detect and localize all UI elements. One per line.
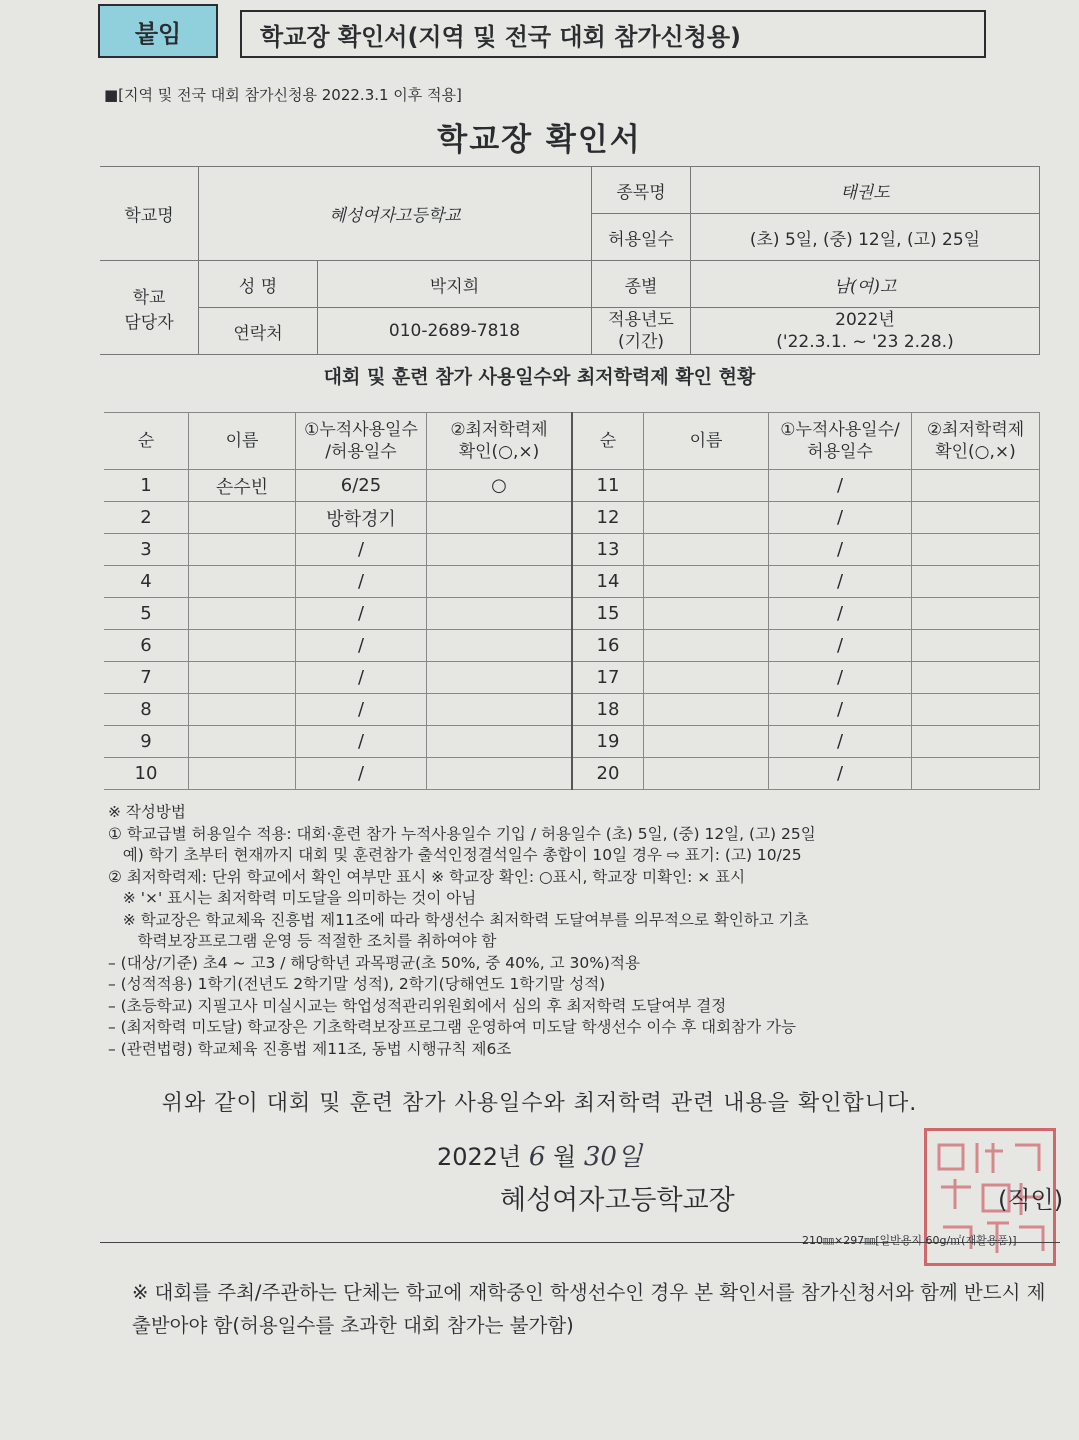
student-name bbox=[644, 662, 769, 694]
note-line: – (최저학력 미도달) 학교장은 기초학력보장프로그램 운영하여 미도달 학생선수 이수 후 대회참가 가능 bbox=[108, 1018, 796, 1036]
student-name bbox=[644, 726, 769, 758]
academic-check bbox=[427, 598, 573, 630]
col-no: 순 bbox=[104, 413, 189, 470]
academic-check bbox=[427, 566, 573, 598]
academic-check bbox=[912, 502, 1040, 534]
note-line: 학력보장프로그램 운영 등 적절한 조치를 취하여야 함 bbox=[108, 932, 497, 950]
student-name bbox=[189, 726, 296, 758]
academic-check bbox=[427, 694, 573, 726]
row-number: 17 bbox=[572, 662, 644, 694]
row-number: 12 bbox=[572, 502, 644, 534]
academic-check: ○ bbox=[427, 470, 573, 502]
table-row bbox=[104, 758, 1040, 790]
table-row bbox=[104, 502, 1040, 534]
date-day: 30일 bbox=[583, 1142, 643, 1172]
date-year: 2022년 bbox=[436, 1143, 522, 1171]
used-days: / bbox=[769, 662, 912, 694]
col-check: ②최저학력제 확인(○,×) bbox=[427, 413, 573, 470]
subtitle: ■[지역 및 전국 대회 참가신청용 2022.3.1 이후 적용] bbox=[104, 86, 462, 104]
type-label: 종별 bbox=[592, 261, 691, 308]
used-days: / bbox=[296, 662, 427, 694]
academic-check bbox=[912, 598, 1040, 630]
student-name bbox=[189, 758, 296, 790]
note-line: ※ 작성방법 bbox=[108, 803, 186, 821]
note-line: – (대상/기준) 초4 ~ 고3 / 해당학년 과목평균(초 50%, 중 40%, 고 30%)적용 bbox=[108, 953, 640, 972]
table-row bbox=[104, 470, 1040, 502]
academic-check bbox=[427, 534, 573, 566]
note-line: ① 학교급별 허용일수 적용: 대회·훈련 참가 누적사용일수 기입 / 허용일수 (초) 5일, (중) 12일, (고) 25일 bbox=[108, 824, 816, 843]
table-row bbox=[104, 566, 1040, 598]
col-check-2: ②최저학력제 확인(○,×) bbox=[912, 413, 1040, 470]
note-line: ② 최저학력제: 단위 학교에서 확인 여부만 표시 ※ 학교장 확인: ○표시, 학교장 미확인: × 표시 bbox=[108, 867, 746, 886]
row-number: 6 bbox=[104, 630, 189, 662]
used-days: / bbox=[769, 694, 912, 726]
name-value: 박지희 bbox=[318, 261, 592, 308]
table-row bbox=[104, 534, 1040, 566]
seal-label: (직인) bbox=[998, 1186, 1064, 1214]
student-name bbox=[644, 470, 769, 502]
note-line: – (관련법령) 학교체육 진흥법 제11조, 동법 시행규칙 제6조 bbox=[108, 1039, 512, 1058]
row-number: 16 bbox=[572, 630, 644, 662]
row-number: 14 bbox=[572, 566, 644, 598]
used-days: / bbox=[296, 758, 427, 790]
manager-label: 학교 담당자 bbox=[100, 261, 199, 355]
student-name bbox=[644, 566, 769, 598]
used-days: / bbox=[769, 726, 912, 758]
row-number: 4 bbox=[104, 566, 189, 598]
used-days: / bbox=[296, 598, 427, 630]
sport-label: 종목명 bbox=[592, 167, 691, 214]
table-row bbox=[104, 630, 1040, 662]
col-name-2: 이름 bbox=[644, 413, 769, 470]
academic-check bbox=[912, 694, 1040, 726]
academic-check bbox=[427, 502, 573, 534]
academic-check bbox=[427, 662, 573, 694]
student-name bbox=[644, 502, 769, 534]
student-name bbox=[644, 758, 769, 790]
col-days-2: ①누적사용일수/ 허용일수 bbox=[769, 413, 912, 470]
writing-notes bbox=[108, 802, 1058, 1060]
student-name bbox=[644, 534, 769, 566]
principal-signer: 혜성여자고등학교장 bbox=[500, 1185, 735, 1216]
used-days: / bbox=[769, 502, 912, 534]
date-month-unit: 월 bbox=[553, 1143, 577, 1171]
participation-table bbox=[104, 412, 1040, 790]
date-line bbox=[0, 1136, 1079, 1173]
contact-label: 연락처 bbox=[199, 308, 318, 355]
type-value: 남(여)고 bbox=[691, 261, 1040, 308]
table-row bbox=[104, 598, 1040, 630]
used-days: / bbox=[769, 758, 912, 790]
academic-check bbox=[912, 758, 1040, 790]
student-name bbox=[644, 630, 769, 662]
used-days: / bbox=[769, 598, 912, 630]
student-name bbox=[189, 534, 296, 566]
sport-value: 태권도 bbox=[691, 167, 1040, 214]
row-number: 20 bbox=[572, 758, 644, 790]
used-days: 방학경기 bbox=[296, 502, 427, 534]
year-value: 2022년 bbox=[835, 310, 895, 330]
student-name bbox=[189, 630, 296, 662]
date-month: 6 bbox=[528, 1142, 546, 1172]
row-number: 8 bbox=[104, 694, 189, 726]
row-number: 3 bbox=[104, 534, 189, 566]
section-title: 대회 및 훈련 참가 사용일수와 최저학력제 확인 현황 bbox=[323, 366, 756, 388]
used-days: / bbox=[296, 726, 427, 758]
academic-check bbox=[912, 630, 1040, 662]
table-row bbox=[104, 694, 1040, 726]
year-label: 적용년도 (기간) bbox=[592, 308, 691, 355]
note-line: ※ '×' 표시는 최저학력 미도달을 의미하는 것이 아님 bbox=[108, 889, 477, 907]
used-days: / bbox=[296, 630, 427, 662]
row-number: 2 bbox=[104, 502, 189, 534]
document-title: 학교장 확인서 bbox=[437, 122, 642, 158]
student-name bbox=[644, 694, 769, 726]
academic-check bbox=[912, 470, 1040, 502]
used-days: / bbox=[769, 566, 912, 598]
row-number: 1 bbox=[104, 470, 189, 502]
used-days: 6/25 bbox=[296, 470, 427, 502]
table-row bbox=[104, 726, 1040, 758]
allowed-days-value: (초) 5일, (중) 12일, (고) 25일 bbox=[691, 214, 1040, 261]
student-name bbox=[189, 694, 296, 726]
row-number: 10 bbox=[104, 758, 189, 790]
used-days: / bbox=[769, 470, 912, 502]
submission-footnote: ※ 대회를 주최/주관하는 단체는 학교에 재학중인 학생선수인 경우 본 확인서를 참가신청서와 함께 반드시 제출받아야 함(허용일수를 초과한 대회 참가는 불가함) bbox=[132, 1281, 1046, 1337]
table-row bbox=[104, 662, 1040, 694]
col-no-2: 순 bbox=[572, 413, 644, 470]
allowed-days-label: 허용일수 bbox=[592, 214, 691, 261]
student-name bbox=[189, 598, 296, 630]
attachment-tag: 붙임 bbox=[98, 4, 218, 58]
academic-check bbox=[912, 662, 1040, 694]
academic-check bbox=[912, 566, 1040, 598]
row-number: 7 bbox=[104, 662, 189, 694]
row-number: 11 bbox=[572, 470, 644, 502]
contact-value: 010-2689-7818 bbox=[318, 308, 592, 355]
header-title: 학교장 확인서(지역 및 전국 대회 참가신청용) bbox=[240, 10, 986, 58]
col-name: 이름 bbox=[189, 413, 296, 470]
note-line: ※ 학교장은 학교체육 진흥법 제11조에 따라 학생선수 최저학력 도달여부를 의무적으로 확인하고 기초 bbox=[108, 910, 809, 929]
row-number: 19 bbox=[572, 726, 644, 758]
student-name bbox=[189, 566, 296, 598]
student-name bbox=[189, 502, 296, 534]
school-label: 학교명 bbox=[100, 167, 199, 261]
academic-check bbox=[912, 534, 1040, 566]
confirm-statement: 위와 같이 대회 및 훈련 참가 사용일수와 최저학력 관련 내용을 확인합니다. bbox=[161, 1091, 918, 1116]
note-line: – (초등학교) 지필고사 미실시교는 학업성적관리위원회에서 심의 후 최저학력 도달여부 결정 bbox=[108, 996, 727, 1015]
used-days: / bbox=[769, 630, 912, 662]
col-days: ①누적사용일수 /허용일수 bbox=[296, 413, 427, 470]
note-line: – (성적적용) 1학기(전년도 2학기말 성적), 2학기(당해연도 1학기말 성적) bbox=[108, 975, 606, 993]
used-days: / bbox=[296, 566, 427, 598]
row-number: 5 bbox=[104, 598, 189, 630]
school-value: 혜성여자고등학교 bbox=[199, 167, 592, 261]
paper-spec: 210㎜×297㎜[일반용지 60g/㎡(재활용품)] bbox=[802, 1234, 1017, 1247]
name-label: 성 명 bbox=[199, 261, 318, 308]
period-value: ('22.3.1. ~ '23 2.28.) bbox=[776, 332, 954, 352]
used-days: / bbox=[296, 534, 427, 566]
student-name bbox=[189, 662, 296, 694]
student-name bbox=[644, 598, 769, 630]
used-days: / bbox=[769, 534, 912, 566]
used-days: / bbox=[296, 694, 427, 726]
row-number: 13 bbox=[572, 534, 644, 566]
academic-check bbox=[427, 758, 573, 790]
note-line: 예) 학기 초부터 현재까지 대회 및 훈련참가 출석인정결석일수 총합이 10일 경우 ⇨ 표기: (고) 10/25 bbox=[108, 846, 802, 864]
academic-check bbox=[427, 630, 573, 662]
academic-check bbox=[912, 726, 1040, 758]
student-name: 손수빈 bbox=[189, 470, 296, 502]
academic-check bbox=[427, 726, 573, 758]
info-table bbox=[100, 166, 1040, 355]
row-number: 9 bbox=[104, 726, 189, 758]
row-number: 15 bbox=[572, 598, 644, 630]
row-number: 18 bbox=[572, 694, 644, 726]
